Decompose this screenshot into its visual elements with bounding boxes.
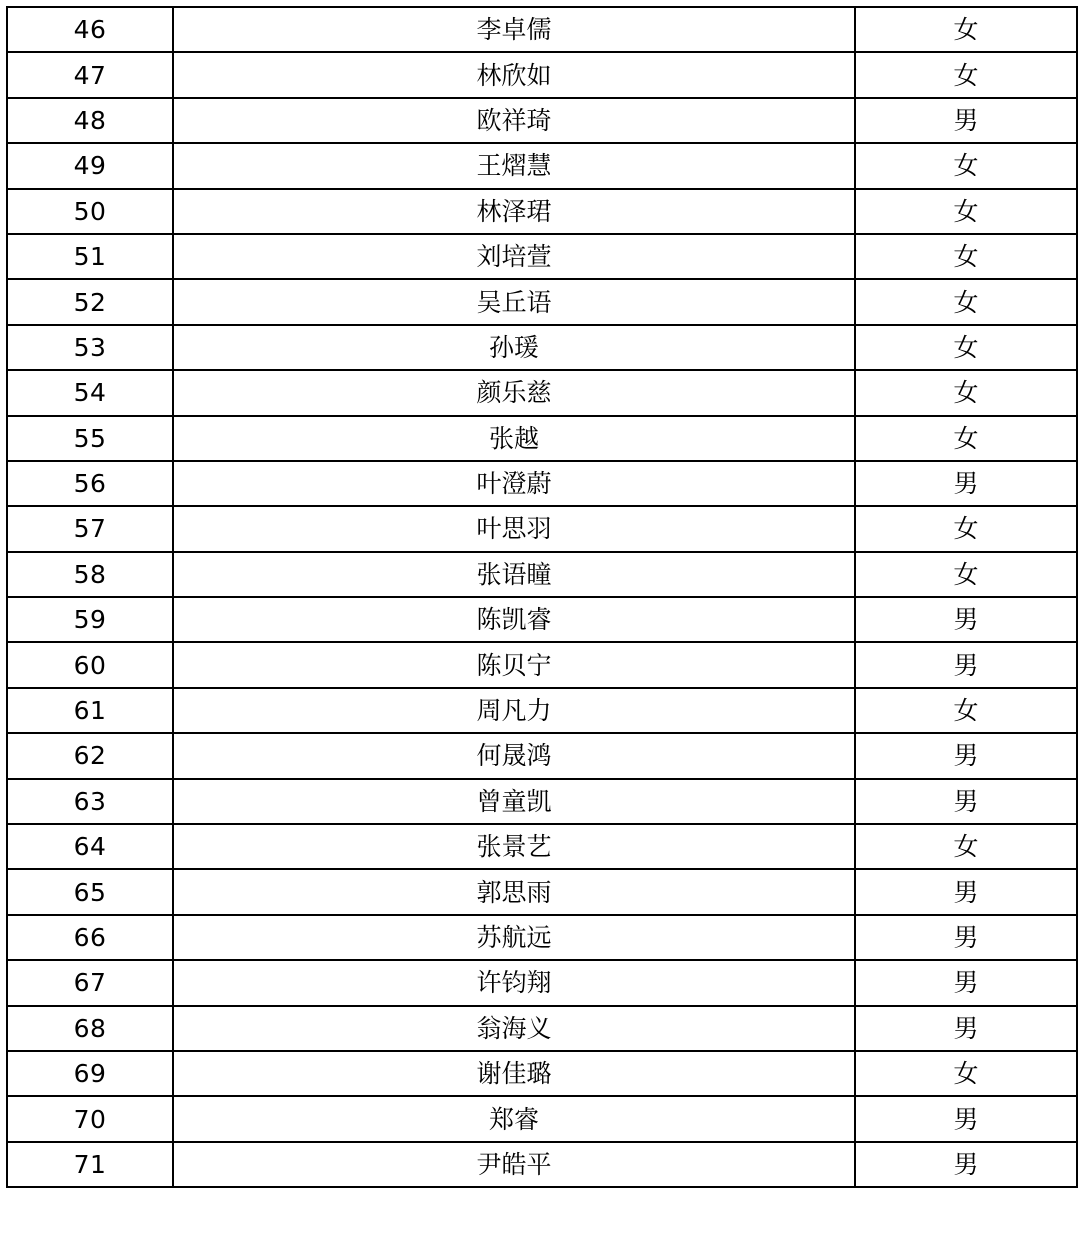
- table-row: [7, 869, 1077, 914]
- gender-cell: 女: [855, 325, 1077, 370]
- name-cell: 颜乐慈: [173, 370, 855, 415]
- table-row: [7, 597, 1077, 642]
- gender-cell: 女: [855, 1051, 1077, 1096]
- name-cell: 翁海义: [173, 1006, 855, 1051]
- gender-cell: 女: [855, 370, 1077, 415]
- table-row: [7, 416, 1077, 461]
- table-row: [7, 915, 1077, 960]
- roster-table: [6, 6, 1078, 1188]
- name-cell: 曾童凯: [173, 779, 855, 824]
- row-number-cell: 62: [7, 733, 173, 778]
- name-cell: 尹皓平: [173, 1142, 855, 1187]
- row-number-cell: 60: [7, 642, 173, 687]
- name-cell: 李卓儒: [173, 7, 855, 52]
- table-row: [7, 733, 1077, 778]
- row-number-cell: 50: [7, 189, 173, 234]
- row-number-cell: 69: [7, 1051, 173, 1096]
- row-number-cell: 70: [7, 1096, 173, 1141]
- row-number-cell: 51: [7, 234, 173, 279]
- table-row: [7, 461, 1077, 506]
- name-cell: 张语瞳: [173, 552, 855, 597]
- gender-cell: 男: [855, 869, 1077, 914]
- row-number-cell: 54: [7, 370, 173, 415]
- row-number-cell: 56: [7, 461, 173, 506]
- row-number-cell: 71: [7, 1142, 173, 1187]
- name-cell: 林泽珺: [173, 189, 855, 234]
- row-number-cell: 53: [7, 325, 173, 370]
- row-number-cell: 61: [7, 688, 173, 733]
- table-row: [7, 1096, 1077, 1141]
- table-row: [7, 642, 1077, 687]
- table-row: [7, 960, 1077, 1005]
- gender-cell: 女: [855, 143, 1077, 188]
- gender-cell: 男: [855, 779, 1077, 824]
- table-row: [7, 1142, 1077, 1187]
- row-number-cell: 58: [7, 552, 173, 597]
- table-row: [7, 52, 1077, 97]
- name-cell: 欧祥琦: [173, 98, 855, 143]
- name-cell: 周凡力: [173, 688, 855, 733]
- name-cell: 林欣如: [173, 52, 855, 97]
- name-cell: 郑睿: [173, 1096, 855, 1141]
- row-number-cell: 59: [7, 597, 173, 642]
- row-number-cell: 49: [7, 143, 173, 188]
- name-cell: 叶思羽: [173, 506, 855, 551]
- table-row: [7, 143, 1077, 188]
- roster-table-body: [7, 7, 1077, 1187]
- table-row: [7, 1051, 1077, 1096]
- gender-cell: 女: [855, 506, 1077, 551]
- name-cell: 陈贝宁: [173, 642, 855, 687]
- gender-cell: 女: [855, 688, 1077, 733]
- table-row: [7, 234, 1077, 279]
- gender-cell: 男: [855, 1096, 1077, 1141]
- name-cell: 张景艺: [173, 824, 855, 869]
- table-row: [7, 779, 1077, 824]
- row-number-cell: 47: [7, 52, 173, 97]
- table-row: [7, 688, 1077, 733]
- name-cell: 陈凯睿: [173, 597, 855, 642]
- row-number-cell: 68: [7, 1006, 173, 1051]
- gender-cell: 女: [855, 234, 1077, 279]
- gender-cell: 女: [855, 189, 1077, 234]
- row-number-cell: 48: [7, 98, 173, 143]
- gender-cell: 男: [855, 98, 1077, 143]
- gender-cell: 男: [855, 960, 1077, 1005]
- row-number-cell: 64: [7, 824, 173, 869]
- gender-cell: 男: [855, 915, 1077, 960]
- gender-cell: 男: [855, 1142, 1077, 1187]
- gender-cell: 女: [855, 7, 1077, 52]
- gender-cell: 男: [855, 642, 1077, 687]
- row-number-cell: 52: [7, 279, 173, 324]
- row-number-cell: 57: [7, 506, 173, 551]
- name-cell: 许钧翔: [173, 960, 855, 1005]
- table-row: [7, 552, 1077, 597]
- gender-cell: 女: [855, 552, 1077, 597]
- table-row: [7, 824, 1077, 869]
- gender-cell: 男: [855, 1006, 1077, 1051]
- gender-cell: 男: [855, 461, 1077, 506]
- row-number-cell: 67: [7, 960, 173, 1005]
- gender-cell: 女: [855, 279, 1077, 324]
- gender-cell: 女: [855, 52, 1077, 97]
- name-cell: 苏航远: [173, 915, 855, 960]
- gender-cell: 女: [855, 824, 1077, 869]
- table-row: [7, 1006, 1077, 1051]
- table-row: [7, 506, 1077, 551]
- table-row: [7, 325, 1077, 370]
- name-cell: 叶澄蔚: [173, 461, 855, 506]
- gender-cell: 女: [855, 416, 1077, 461]
- name-cell: 吴丘语: [173, 279, 855, 324]
- row-number-cell: 65: [7, 869, 173, 914]
- table-row: [7, 189, 1077, 234]
- row-number-cell: 55: [7, 416, 173, 461]
- name-cell: 张越: [173, 416, 855, 461]
- gender-cell: 男: [855, 597, 1077, 642]
- name-cell: 郭思雨: [173, 869, 855, 914]
- table-row: [7, 279, 1077, 324]
- row-number-cell: 46: [7, 7, 173, 52]
- table-row: [7, 370, 1077, 415]
- name-cell: 孙瑗: [173, 325, 855, 370]
- table-row: [7, 7, 1077, 52]
- name-cell: 王熠慧: [173, 143, 855, 188]
- name-cell: 谢佳璐: [173, 1051, 855, 1096]
- row-number-cell: 66: [7, 915, 173, 960]
- gender-cell: 男: [855, 733, 1077, 778]
- table-row: [7, 98, 1077, 143]
- name-cell: 刘培萱: [173, 234, 855, 279]
- name-cell: 何晟鸿: [173, 733, 855, 778]
- row-number-cell: 63: [7, 779, 173, 824]
